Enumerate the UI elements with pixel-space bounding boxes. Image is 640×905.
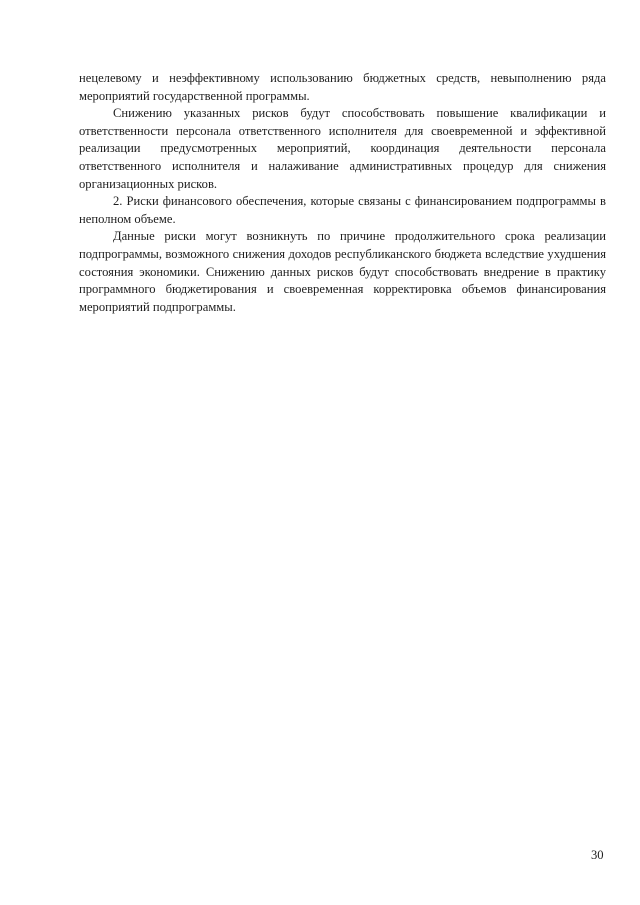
body-text [79,70,606,316]
paragraph-financial-risks-detail: Данные риски могут возникнуть по причине продолжительного срока реализации подпрограммы, возможного снижения доходов республиканского бюджета вследствие ухудшения состояния экономики. Снижению данных рисков будут способствовать внедрение в практику программного бюджетирования и своевременная корректировка объемов финансирования мероприятий подпрограммы. [79,229,606,314]
paragraph-risk-mitigation: Снижению указанных рисков будут способствовать повышение квалификации и ответственности персонала ответственного исполнителя для своевременной и эффективной реализации предусмотренных мероприятий, координация деятельности персонала ответственного исполнителя и налаживание административных процедур для снижения организационных рисков. [79,106,606,191]
paragraph-continuation: нецелевому и неэффективному использованию бюджетных средств, невыполнению ряда мероприятий государственной программы. [79,71,606,103]
paragraph-financial-risks-heading: 2. Риски финансового обеспечения, которые связаны с финансированием подпрограммы в неполном объеме. [79,194,606,226]
page-number: 30 [591,848,604,862]
